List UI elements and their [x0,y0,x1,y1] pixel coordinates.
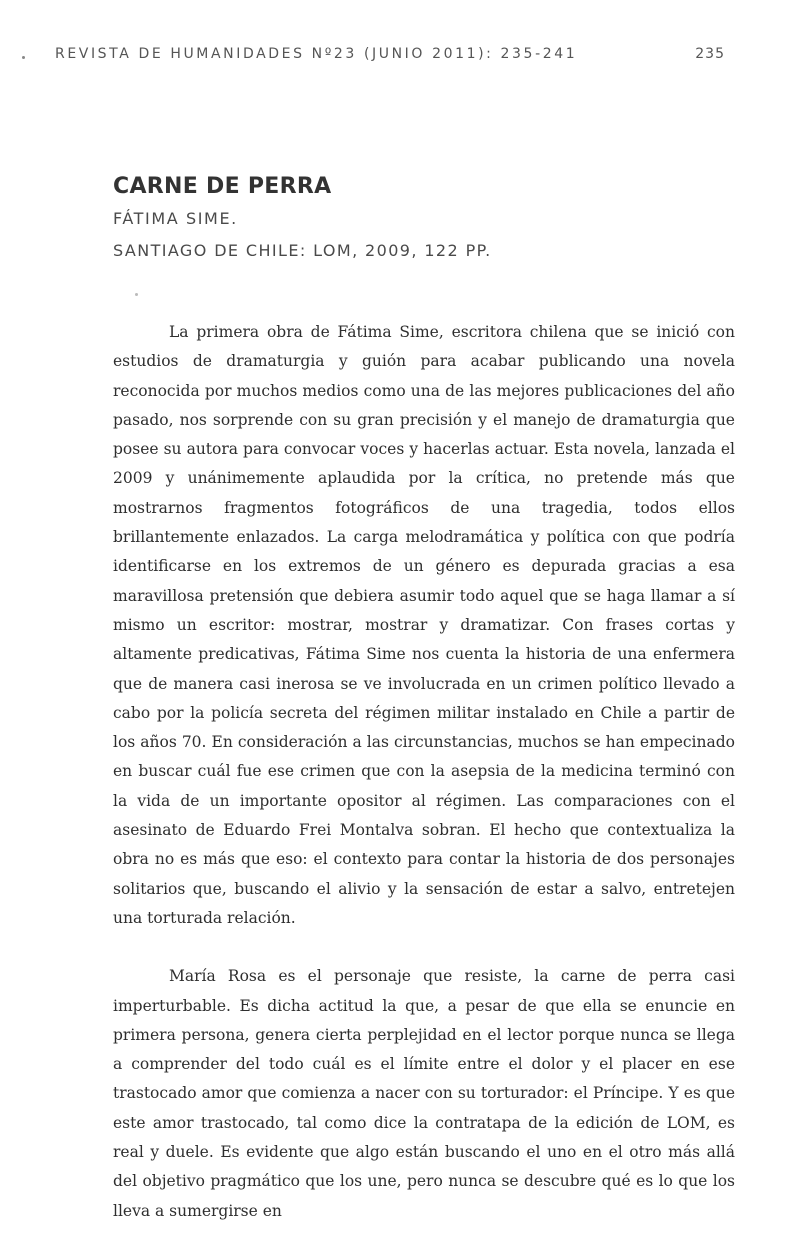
paragraph: La primera obra de Fátima Sime, escritora chilena que se inició con estudios de dramaturgia y guión para acabar publicando una novela reconocida por muchos medios como una de las mejores publicaciones del año pasado, nos sorprende con su gran precisión y el manejo de dramaturgia que posee su autora para convocar voces y hacerlas actuar. Esta novela, lanzada el 2009 y unánimemente aplaudida por la crítica, no pretende más que mostrarnos fragmentos fotográficos de una tragedia, todos ellos brillantemente enlazados. La carga melodramática y política con que podría identificarse en los extremos de un género es depurada gracias a esa maravillosa pretensión que debiera asumir todo aquel que se haga llamar a sí mismo un escritor: mostrar, mostrar y dramatizar. Con frases cortas y altamente predicativas, Fátima Sime nos cuenta la historia de una enfermera que de manera casi inerosa se ve involucrada en un crimen político llevado a cabo por la policía secreta del régimen militar instalado en Chile a partir de los años 70. En consideración a las circunstancias, muchos se han empecinado en buscar cuál fue ese crimen que con la asepsia de la medicina terminó con la vida de un importante opositor al régimen. Las comparaciones con el asesinato de Eduardo Frei Montalva sobran. El hecho que contextualiza la obra no es más que eso: el contexto para contar la historia de dos personajes solitarios que, buscando el alivio y la sensación de estar a salvo, entretejen una torturada relación. [113,323,735,927]
paragraph: María Rosa es el personaje que resiste, la carne de perra casi imperturbable. Es dicha actitud la que, a pesar de que ella se enuncie en primera persona, genera cierta perplejidad en el lector porque nunca se llega a comprender del todo cuál es el límite entre el dolor y el placer en ese trastocado amor que comienza a nacer con su torturador: el Príncipe. Y es que este amor trastocado, tal como dice la contratapa de la edición de LOM, es real y duele. Es evidente que algo están buscando el uno en el otro más allá del objetivo pragmático que los une, pero nunca se descubre qué es lo que los lleva a sumergirse en [113,967,735,1220]
book-author: FÁTIMA SIME. [113,209,238,228]
stray-mark [135,293,138,296]
journal-citation: REVISTA DE HUMANIDADES Nº23 (JUNIO 2011): 235-241 [55,46,578,62]
page-number: 235 [695,46,725,62]
book-title: CARNE DE PERRA [113,174,332,199]
margin-mark [22,56,25,59]
book-imprint: SANTIAGO DE CHILE: LOM, 2009, 122 PP. [113,241,492,260]
review-body [113,318,735,1226]
running-head [55,46,725,70]
review-heading [113,172,673,264]
